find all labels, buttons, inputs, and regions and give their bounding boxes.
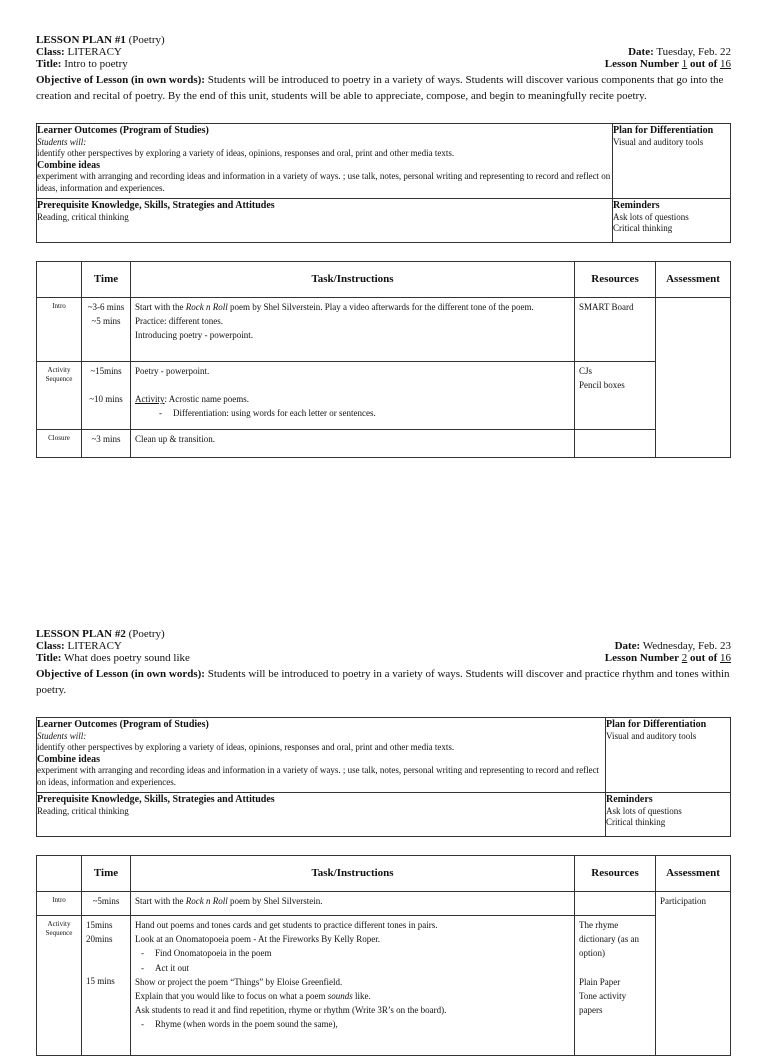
learner-outcomes-title: Learner Outcomes (Program of Studies) [37,719,209,730]
time-value: 15 mins [86,976,115,987]
time-cell: ~3 mins [82,430,131,458]
prerequisite-text: Reading, critical thinking [37,211,129,222]
outcome-line: experiment with arranging and recording ideas and information in a variety of ways. ; use talk, notes, personal writing and representing to record and reflect on ideas, information and experiences. [37,171,611,193]
task-text: : Acrostic name poems. [164,394,249,405]
time-cell: ~5mins [82,892,131,916]
task-text: Poetry - powerpoint. [135,366,210,376]
title-label: Title: [36,58,62,71]
time-value: 15mins [86,920,113,930]
lesson-plan-1 [36,34,731,444]
resource-item: CJs [579,366,593,376]
task-text: Start with the [135,302,186,312]
task-bullet: - Rhyme (when words in the poem sound the same), [135,1017,570,1031]
prerequisite-cell [37,199,613,243]
task-text: like. [352,991,371,1002]
reminders-cell [613,199,731,243]
row-label: Closure [37,430,82,458]
learner-outcomes-title: Learner Outcomes (Program of Studies) [37,125,209,136]
differentiation-text: Visual and auditory tools [613,136,704,147]
poem-title: Rock n Roll [185,302,228,312]
objective [36,666,731,698]
lesson-number: 2 [681,652,688,665]
title-value: Intro to poetry [64,58,128,71]
plan-heading: LESSON PLAN #2 [36,628,126,640]
resources-cell [575,916,656,1056]
outcomes-table [36,123,731,243]
task-text: Show or project the poem “Things” by Eloise Greenfield. [135,976,343,987]
task-bullet: - Find Onomatopoeia in the poem [135,946,570,960]
lesson-number-label: Lesson Number [604,58,680,71]
resources-cell: SMART Board [575,298,656,362]
resource-item: Pencil boxes [579,380,625,391]
out-of-label: out of [690,58,718,71]
task-cell: Clean up & transition. [131,430,575,458]
activity-label: Activity [135,394,165,405]
resources-cell [575,362,656,430]
combine-ideas: Combine ideas [37,753,101,765]
resource-item: Plain Paper [579,976,621,987]
plan-heading-suffix: (Poetry) [128,34,165,46]
task-text: Practice: different tones. [135,316,224,327]
prerequisite-title: Prerequisite Knowledge, Skills, Strategies and Attitudes [37,794,275,805]
title-value: What does poetry sound like [64,652,190,665]
plan-header [36,628,731,665]
poem-title: Rock n Roll [185,896,228,906]
time-value: ~15mins [90,366,122,376]
date-label: Date: [614,640,641,653]
objective-text: Students will be introduced to poetry in a variety of ways. Students will discover and practice rhythm and tones within poetry. [36,667,730,696]
table-row [37,892,731,916]
task-text: Hand out poems and tones cards and get students to practice different tones in pairs. [135,920,438,930]
objective-label: Objective of Lesson (in own words): [36,667,205,680]
header-task: Task/Instructions [131,262,575,298]
plan-heading-suffix: (Poetry) [128,628,165,640]
time-value: ~5 mins [91,316,121,327]
time-value: 20mins [86,934,113,945]
differentiation-title: Plan for Differentiation [613,125,714,136]
lesson-total: 16 [720,652,731,665]
task-text: Look at an Onomatopoeia poem - At the Fireworks By Kelly Roper. [135,934,380,945]
assessment-cell: Participation [656,892,731,1056]
task-cell [131,916,575,1056]
assessment-cell [656,298,731,458]
header-blank [37,262,82,298]
task-text: poem by Shel Silverstein. [227,896,323,906]
plan-header [36,34,731,71]
class-value: LITERACY [67,640,122,653]
row-label: Activity Sequence [37,362,82,430]
task-cell [131,298,575,362]
differentiation-title: Plan for Differentiation [606,719,707,730]
outcomes-table [36,717,731,837]
header-task: Task/Instructions [131,856,575,892]
prerequisite-cell [37,793,606,837]
prerequisite-title: Prerequisite Knowledge, Skills, Strategies and Attitudes [37,200,275,211]
header-assessment: Assessment [656,856,731,892]
objective-text: Students will be introduced to poetry in a variety of ways. Students will discover various components that go into the creation and recital of poetry. By the end of this unit, students will be able to appreciate, compose, and begin to meaningfully recite poetry. [36,73,724,102]
row-label: Intro [37,298,82,362]
out-of-label: out of [690,652,718,665]
task-text: poem by Shel Silverstein. Play a video afterwards for the different tone of the poem. [227,302,534,312]
header-time: Time [82,262,131,298]
time-cell [82,298,131,362]
resource-item: The rhyme dictionary (as an option) [579,920,639,959]
objective [36,72,731,104]
differentiation-cell [613,124,731,199]
reminder-item: Ask lots of questions [606,805,682,816]
header-resources: Resources [575,262,656,298]
outcome-line: identify other perspectives by exploring a variety of ideas, opinions, responses and oral, print and other media texts. [37,148,455,159]
learner-outcomes-cell [37,124,613,199]
task-table [36,855,731,1056]
title-label: Title: [36,652,62,665]
reminders-cell [606,793,731,837]
students-will: Students will: [37,136,87,147]
reminder-item: Ask lots of questions [613,211,689,222]
header-resources: Resources [575,856,656,892]
combine-ideas: Combine ideas [37,159,101,171]
lesson-total: 16 [720,58,731,71]
header-blank [37,856,82,892]
time-cell [82,916,131,1056]
task-text: Explain that you would like to focus on what a poem [135,991,328,1002]
time-value: ~10 mins [89,394,123,405]
date-value: Tuesday, Feb. 22 [656,46,731,59]
lesson-plan-2 [36,628,731,1030]
class-label: Class: [36,46,65,59]
task-text: Ask students to read it and find repetition, rhyme or rhythm (Write 3R’s on the board). [135,1005,447,1016]
table-row [37,430,731,458]
differentiation-text: Visual and auditory tools [606,730,697,741]
reminder-item: Critical thinking [613,223,673,234]
learner-outcomes-cell [37,718,606,793]
header-time: Time [82,856,131,892]
differentiation-cell [606,718,731,793]
reminders-title: Reminders [613,200,660,211]
table-row [37,298,731,362]
class-value: LITERACY [67,46,122,59]
resource-item: Tone activity papers [579,990,627,1016]
outcome-line: identify other perspectives by exploring a variety of ideas, opinions, responses and oral, print and other media texts. [37,742,455,753]
objective-label: Objective of Lesson (in own words): [36,73,205,86]
prerequisite-text: Reading, critical thinking [37,805,129,816]
reminder-item: Critical thinking [606,817,666,828]
time-cell [82,362,131,430]
table-row [37,362,731,430]
task-table [36,261,731,458]
reminders-title: Reminders [606,794,653,805]
date-value: Wednesday, Feb. 23 [642,640,731,653]
row-label: Intro [37,892,82,916]
table-row [37,916,731,1056]
resources-cell [575,430,656,458]
time-value: ~3-6 mins [87,302,125,312]
task-bullet: - Differentiation: using words for each letter or sentences. [135,406,570,420]
task-text: Introducing poetry - powerpoint. [135,330,253,341]
date-label: Date: [628,46,654,59]
plan-heading: LESSON PLAN #1 [36,34,126,46]
task-cell [131,892,575,916]
students-will: Students will: [37,730,87,741]
lesson-number: 1 [681,58,688,71]
lesson-number-label: Lesson Number [604,652,680,665]
task-cell [131,362,575,430]
class-label: Class: [36,640,65,653]
resources-cell [575,892,656,916]
row-label: Activity Sequence [37,916,82,1056]
emphasis: sounds [327,991,353,1002]
task-text: Start with the [135,896,186,906]
outcome-line: experiment with arranging and recording ideas and information in a variety of ways. ; use talk, notes, personal writing and representing to record and reflect on ideas, information and experiences. [37,765,600,787]
header-assessment: Assessment [656,262,731,298]
task-bullet: - Act it out [135,961,570,975]
